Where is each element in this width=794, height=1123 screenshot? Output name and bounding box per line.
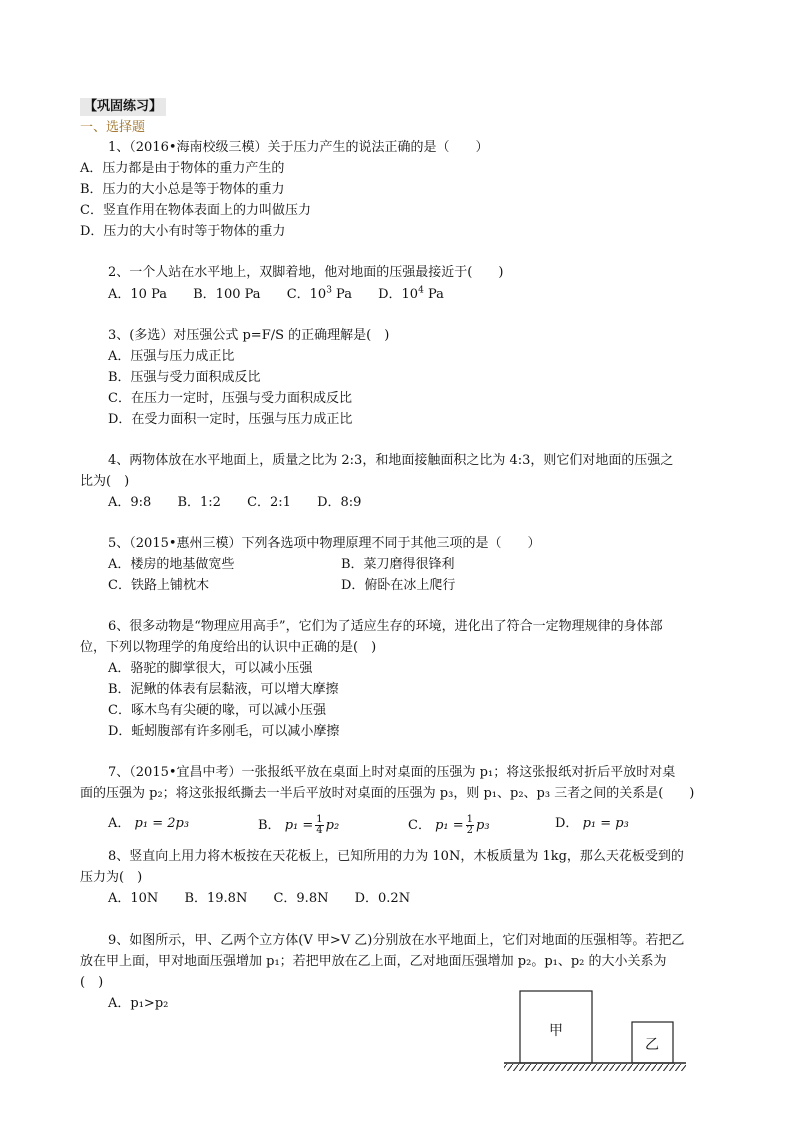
q3-stem: 3、(多选）对压强公式 p=F/S 的正确理解是( ) bbox=[108, 328, 390, 343]
q9-figure-svg bbox=[500, 985, 690, 1075]
q2-option-d-base: D．10 bbox=[378, 287, 419, 302]
q7-option-b-lhs: p₁ = bbox=[284, 818, 314, 833]
q2-option-c bbox=[287, 287, 352, 302]
cube-yi-label: 乙 bbox=[645, 1037, 659, 1053]
q7-option-c-fraction bbox=[466, 815, 474, 836]
q5-option-d: D．俯卧在冰上爬行 bbox=[341, 578, 456, 593]
q8-option-b: B．19.8N bbox=[184, 891, 248, 906]
q7-option-a-expr: p₁ = 2p₃ bbox=[134, 816, 190, 831]
section-title: 【巩固练习】 bbox=[80, 98, 166, 116]
q2-option-a: A．10 Pa bbox=[108, 287, 167, 302]
q7-option-d bbox=[555, 815, 629, 833]
q8-option-c: C．9.8N bbox=[273, 891, 329, 906]
q7-option-b-label: B． bbox=[258, 818, 281, 833]
q7-option-c-den: 2 bbox=[466, 825, 474, 836]
q9-stem-line2: 放在甲上面，甲对地面压强增加 p₁；若把甲放在乙上面，乙对地面压强增加 p₂。p₁、p₂ 的大小关系为 bbox=[80, 954, 667, 969]
q7-option-c-label: C． bbox=[408, 818, 431, 833]
q9-option-a: A．p₁>p₂ bbox=[108, 996, 169, 1011]
cube-jia-label: 甲 bbox=[549, 1023, 563, 1039]
q1-option-b: B．压力的大小总是等于物体的重力 bbox=[80, 182, 285, 197]
q2-option-d-unit: Pa bbox=[423, 287, 444, 302]
q1-option-d: D．压力的大小有时等于物体的重力 bbox=[80, 224, 286, 239]
q6-option-b: B．泥鳅的体表有层黏液，可以增大摩擦 bbox=[108, 682, 339, 697]
q4-option-c: C．2:1 bbox=[247, 495, 291, 510]
q9-stem-line3: ( ) bbox=[80, 975, 104, 990]
q5-option-a: A．楼房的地基做宽些 bbox=[108, 557, 235, 572]
q3-option-c: C．在压力一定时，压强与受力面积成反比 bbox=[108, 391, 352, 406]
q2-option-b: B．100 Pa bbox=[193, 287, 261, 302]
q3-option-a: A．压强与压力成正比 bbox=[108, 349, 235, 364]
q2-option-d-exp: 4 bbox=[418, 285, 424, 296]
q1-option-c: C．竖直作用在物体表面上的力叫做压力 bbox=[80, 203, 311, 218]
q2-option-c-unit: Pa bbox=[331, 287, 352, 302]
q3-option-d: D．在受力面积一定时，压强与压力成正比 bbox=[108, 412, 353, 427]
q7-option-d-label: D． bbox=[555, 816, 579, 831]
q7-option-b-rhs: p₂ bbox=[325, 818, 340, 833]
q5-option-c: C．铁路上铺枕木 bbox=[108, 578, 209, 593]
q6-option-a: A．骆驼的脚掌很大，可以减小压强 bbox=[108, 661, 313, 676]
q2-stem: 2、一个人站在水平地上，双脚着地，他对地面的压强最接近于( ) bbox=[108, 265, 504, 280]
q6-option-d: D．蚯蚓腹部有许多刚毛，可以减小摩擦 bbox=[108, 724, 340, 739]
q4-stem-line1: 4、两物体放在水平地面上，质量之比为 2:3，和地面接触面积之比为 4:3，则它们对地面的压强之 bbox=[108, 453, 674, 468]
section-subtitle: 一、选择题 bbox=[80, 120, 146, 135]
q2-option-c-exp: 3 bbox=[326, 285, 332, 296]
q4-stem-line2: 比为( ) bbox=[80, 474, 130, 489]
q6-stem-line2: 位，下列以物理学的角度给出的认识中正确的是( ) bbox=[80, 640, 377, 655]
q8-options bbox=[108, 890, 432, 908]
q7-option-b-fraction bbox=[315, 815, 323, 836]
q7-option-c bbox=[408, 815, 490, 836]
q4-option-b: B．1:2 bbox=[177, 495, 221, 510]
q3-option-b: B．压强与受力面积成反比 bbox=[108, 370, 261, 385]
q7-option-b-den: 4 bbox=[316, 825, 323, 836]
q6-option-c: C．啄木鸟有尖硬的喙，可以减小压强 bbox=[108, 703, 326, 718]
q7-stem-line1: 7、（2015•宜昌中考）一张报纸平放在桌面上时对桌面的压强为 p₁；将这张报纸对折后平放时对桌 bbox=[108, 765, 676, 780]
q1-option-a: A．压力都是由于物体的重力产生的 bbox=[80, 161, 285, 176]
q7-option-c-num: 1 bbox=[466, 814, 474, 825]
q9-figure bbox=[500, 985, 690, 1075]
q2-option-c-base: C．10 bbox=[286, 287, 327, 302]
q7-stem-line2: 面的压强为 p₂；将这张报纸撕去一半后平放时对桌面的压强为 p₃，则 p₁、p₂、p₃ 三者之间的关系是( ) bbox=[80, 786, 695, 801]
q8-stem-line1: 8、竖直向上用力将木板按在天花板上，已知所用的力为 10N，木板质量为 1kg，那么天花板受到的 bbox=[108, 849, 684, 864]
q1-stem: 1、（2016•海南校级三模）关于压力产生的说法正确的是（ ） bbox=[108, 140, 489, 155]
q9-stem-line1: 9、如图所示，甲、乙两个立方体(V 甲>V 乙)分别放在水平地面上，它们对地面的压强相等。若把乙 bbox=[108, 933, 685, 948]
q7-option-a bbox=[108, 815, 189, 833]
q7-option-a-label: A． bbox=[108, 816, 131, 831]
q2-options bbox=[108, 286, 444, 304]
q4-option-d: D．8:9 bbox=[317, 495, 362, 510]
q8-stem-line2: 压力为( ) bbox=[80, 870, 143, 885]
q6-stem-line1: 6、很多动物是“物理应用高手”，它们为了适应生存的环境，进化出了符合一定物理规律的身体部 bbox=[108, 619, 663, 634]
q7-option-b-num: 1 bbox=[316, 814, 323, 825]
q5-option-b: B．菜刀磨得很锋利 bbox=[341, 557, 455, 572]
q7-option-c-lhs: p₁ = bbox=[435, 818, 464, 833]
q7-option-b bbox=[258, 815, 339, 836]
q4-options bbox=[108, 494, 383, 512]
ground-hatch bbox=[504, 1064, 686, 1071]
q4-option-a: A．9:8 bbox=[108, 495, 152, 510]
q7-option-d-expr: p₁ = p₃ bbox=[582, 816, 629, 831]
q7-option-c-rhs: p₃ bbox=[476, 818, 490, 833]
q5-stem: 5、（2015•惠州三模）下列各选项中物理原理不同于其他三项的是（ ） bbox=[108, 536, 541, 551]
q8-option-a: A．10N bbox=[108, 891, 159, 906]
q8-option-d: D．0.2N bbox=[354, 891, 411, 906]
q2-option-d bbox=[378, 287, 444, 302]
